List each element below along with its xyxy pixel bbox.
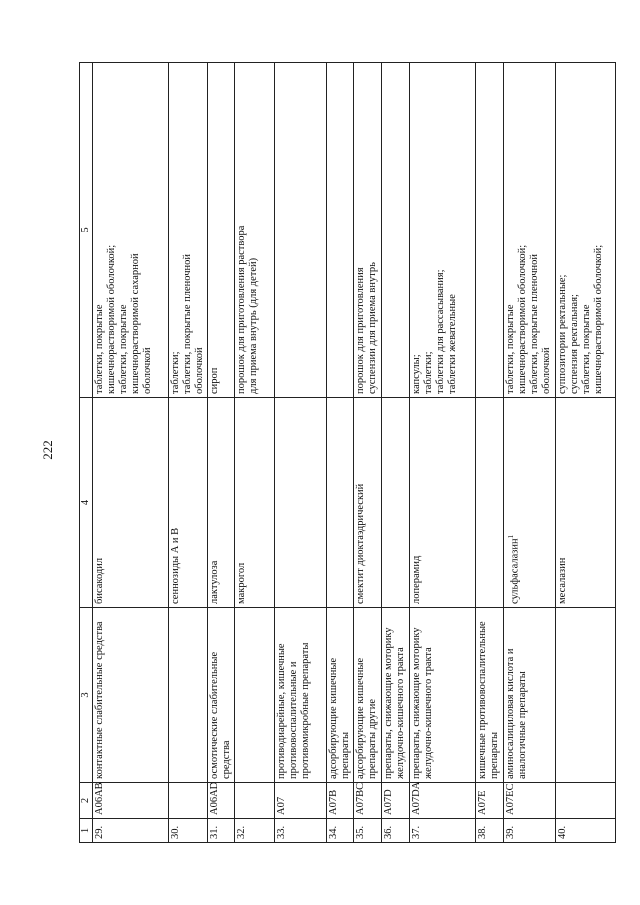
group-name — [235, 608, 275, 783]
dosage-forms-text: порошок для приготовления раствора для приема внутрь (для детей) — [236, 225, 259, 394]
group-name-text: адсорбирующие кишечные препараты — [328, 657, 351, 779]
atc-code-text: A07E — [477, 790, 488, 815]
dosage-forms-text: суппозитории ректальные; суспензия ректальная; таблетки, покрытые кишечнорастворимой оболочкой; — [557, 244, 604, 394]
dosage-forms-text: таблетки, покрытые кишечнорастворимой оболочкой; таблетки, покрытые пленочной оболочкой — [505, 244, 552, 394]
row-number-text: 29. — [94, 825, 105, 839]
drug-name — [275, 398, 327, 608]
group-name-text: препараты, снижающие моторику желудочно-кишечного тракта — [411, 627, 434, 779]
dosage-forms — [93, 63, 169, 398]
drug-name-text: бисакодил — [94, 557, 105, 604]
row-number-text: 30. — [170, 825, 181, 839]
group-name — [327, 608, 354, 783]
footnote-marker: 1 — [507, 534, 515, 539]
dosage-forms — [476, 63, 504, 398]
dosage-forms — [410, 63, 476, 398]
group-name — [93, 608, 169, 783]
drug-name-text: лактулоза — [209, 560, 220, 604]
group-name — [504, 608, 556, 783]
drug-name — [382, 398, 410, 608]
atc-code-text: A07 — [276, 796, 287, 815]
row-number-text: 35. — [355, 825, 366, 839]
row-number-text: 38. — [477, 825, 488, 839]
drug-name — [354, 398, 382, 608]
row-number — [208, 819, 235, 843]
drug-table — [79, 62, 616, 843]
group-name — [208, 608, 235, 783]
row-number — [169, 819, 208, 843]
drug-name — [327, 398, 354, 608]
drug-name-text: сульфасалазин — [509, 538, 521, 604]
atc-code-text: A07DA — [411, 781, 422, 815]
drug-name — [556, 398, 616, 608]
group-name-text: адсорбирующие кишечные препараты другие — [355, 657, 378, 779]
atc-code — [504, 783, 556, 819]
table-row — [275, 63, 327, 843]
table-row — [476, 63, 504, 843]
atc-code — [354, 783, 382, 819]
table-row — [208, 63, 235, 843]
drug-name — [410, 398, 476, 608]
atc-code — [275, 783, 327, 819]
drug-name — [504, 398, 556, 608]
group-name-text: препараты, снижающие моторику желудочно-кишечного тракта — [383, 627, 406, 779]
row-number-text: 32. — [236, 825, 247, 839]
atc-code — [235, 783, 275, 819]
dosage-forms — [504, 63, 556, 398]
drug-name — [208, 398, 235, 608]
dosage-forms-text: таблетки, покрытые кишечнорастворимой оболочкой; таблетки, покрытые кишечнорастворимой сахарной оболочкой — [94, 244, 153, 394]
table-row — [382, 63, 410, 843]
atc-code — [476, 783, 504, 819]
row-number-text: 33. — [276, 825, 287, 839]
atc-code-text: A07EC — [505, 783, 516, 815]
dosage-forms-text: таблетки; таблетки, покрытые пленочной оболочкой — [170, 253, 205, 394]
header-cell: 5 — [80, 63, 93, 398]
group-name-text: аминосалициловая кислота и аналогичные препараты — [505, 648, 528, 779]
header-cell: 2 — [80, 783, 93, 819]
dosage-forms — [169, 63, 208, 398]
group-name — [382, 608, 410, 783]
atc-code-text: A06AB — [94, 782, 105, 815]
row-number — [275, 819, 327, 843]
dosage-forms — [354, 63, 382, 398]
table-row — [235, 63, 275, 843]
group-name-text: контактные слабительные средства — [94, 621, 105, 779]
dosage-forms — [208, 63, 235, 398]
atc-code — [169, 783, 208, 819]
header-cell: 4 — [80, 398, 93, 608]
drug-name — [169, 398, 208, 608]
page-number: 222 — [39, 440, 55, 460]
dosage-forms-text: сироп — [209, 367, 220, 394]
table-row — [504, 63, 556, 843]
atc-code — [208, 783, 235, 819]
drug-name — [93, 398, 169, 608]
drug-name-text: сеннозиды А и В — [170, 527, 181, 604]
table-row — [93, 63, 169, 843]
dosage-forms — [327, 63, 354, 398]
atc-code-text: A07B — [328, 789, 339, 815]
dosage-forms — [275, 63, 327, 398]
row-number — [556, 819, 616, 843]
drug-name-text: лоперамид — [411, 555, 422, 604]
dosage-forms — [382, 63, 410, 398]
row-number-text: 31. — [209, 825, 220, 839]
table-row — [556, 63, 616, 843]
atc-code-text: A07D — [383, 789, 394, 815]
atc-code — [93, 783, 169, 819]
dosage-forms — [556, 63, 616, 398]
row-number — [235, 819, 275, 843]
table-row — [327, 63, 354, 843]
drug-name — [476, 398, 504, 608]
drug-name-text: смектит диоктаэдрический — [355, 483, 366, 604]
row-number — [504, 819, 556, 843]
atc-code — [410, 783, 476, 819]
row-number — [410, 819, 476, 843]
row-number-text: 40. — [557, 825, 568, 839]
group-name-text: противодиарейные, кишечные противовоспалительные и противомикробные препараты — [276, 642, 311, 779]
table-row — [169, 63, 208, 843]
table-row — [354, 63, 382, 843]
row-number — [327, 819, 354, 843]
header-cell: 1 — [80, 819, 93, 843]
group-name-text: кишечные противовоспалительные препараты — [477, 621, 500, 779]
row-number-text: 39. — [505, 825, 516, 839]
table-body — [93, 63, 616, 843]
group-name — [476, 608, 504, 783]
group-name-text: осмотические слабительные средства — [209, 651, 232, 779]
atc-code — [556, 783, 616, 819]
row-number — [93, 819, 169, 843]
group-name — [354, 608, 382, 783]
group-name — [169, 608, 208, 783]
row-number-text: 37. — [411, 825, 422, 839]
group-name — [275, 608, 327, 783]
dosage-forms — [235, 63, 275, 398]
atc-code-text: A06AD — [209, 781, 220, 815]
dosage-forms-text: порошок для приготовления суспензии для приема внутрь — [355, 262, 378, 394]
row-number — [382, 819, 410, 843]
drug-name-text: месалазин — [557, 557, 568, 604]
atc-code-text: A07BC — [355, 782, 366, 815]
header-row — [80, 63, 93, 843]
rotated-table-container — [79, 63, 604, 843]
drug-name-text: макрогол — [236, 562, 247, 604]
drug-name — [235, 398, 275, 608]
dosage-forms-text: капсулы; таблетки; таблетки для рассасывания; таблетки жевательные — [411, 269, 458, 394]
row-number — [354, 819, 382, 843]
row-number-text: 34. — [328, 825, 339, 839]
atc-code — [327, 783, 354, 819]
table-row — [410, 63, 476, 843]
header-cell: 3 — [80, 608, 93, 783]
group-name — [556, 608, 616, 783]
group-name — [410, 608, 476, 783]
row-number-text: 36. — [383, 825, 394, 839]
row-number — [476, 819, 504, 843]
atc-code — [382, 783, 410, 819]
